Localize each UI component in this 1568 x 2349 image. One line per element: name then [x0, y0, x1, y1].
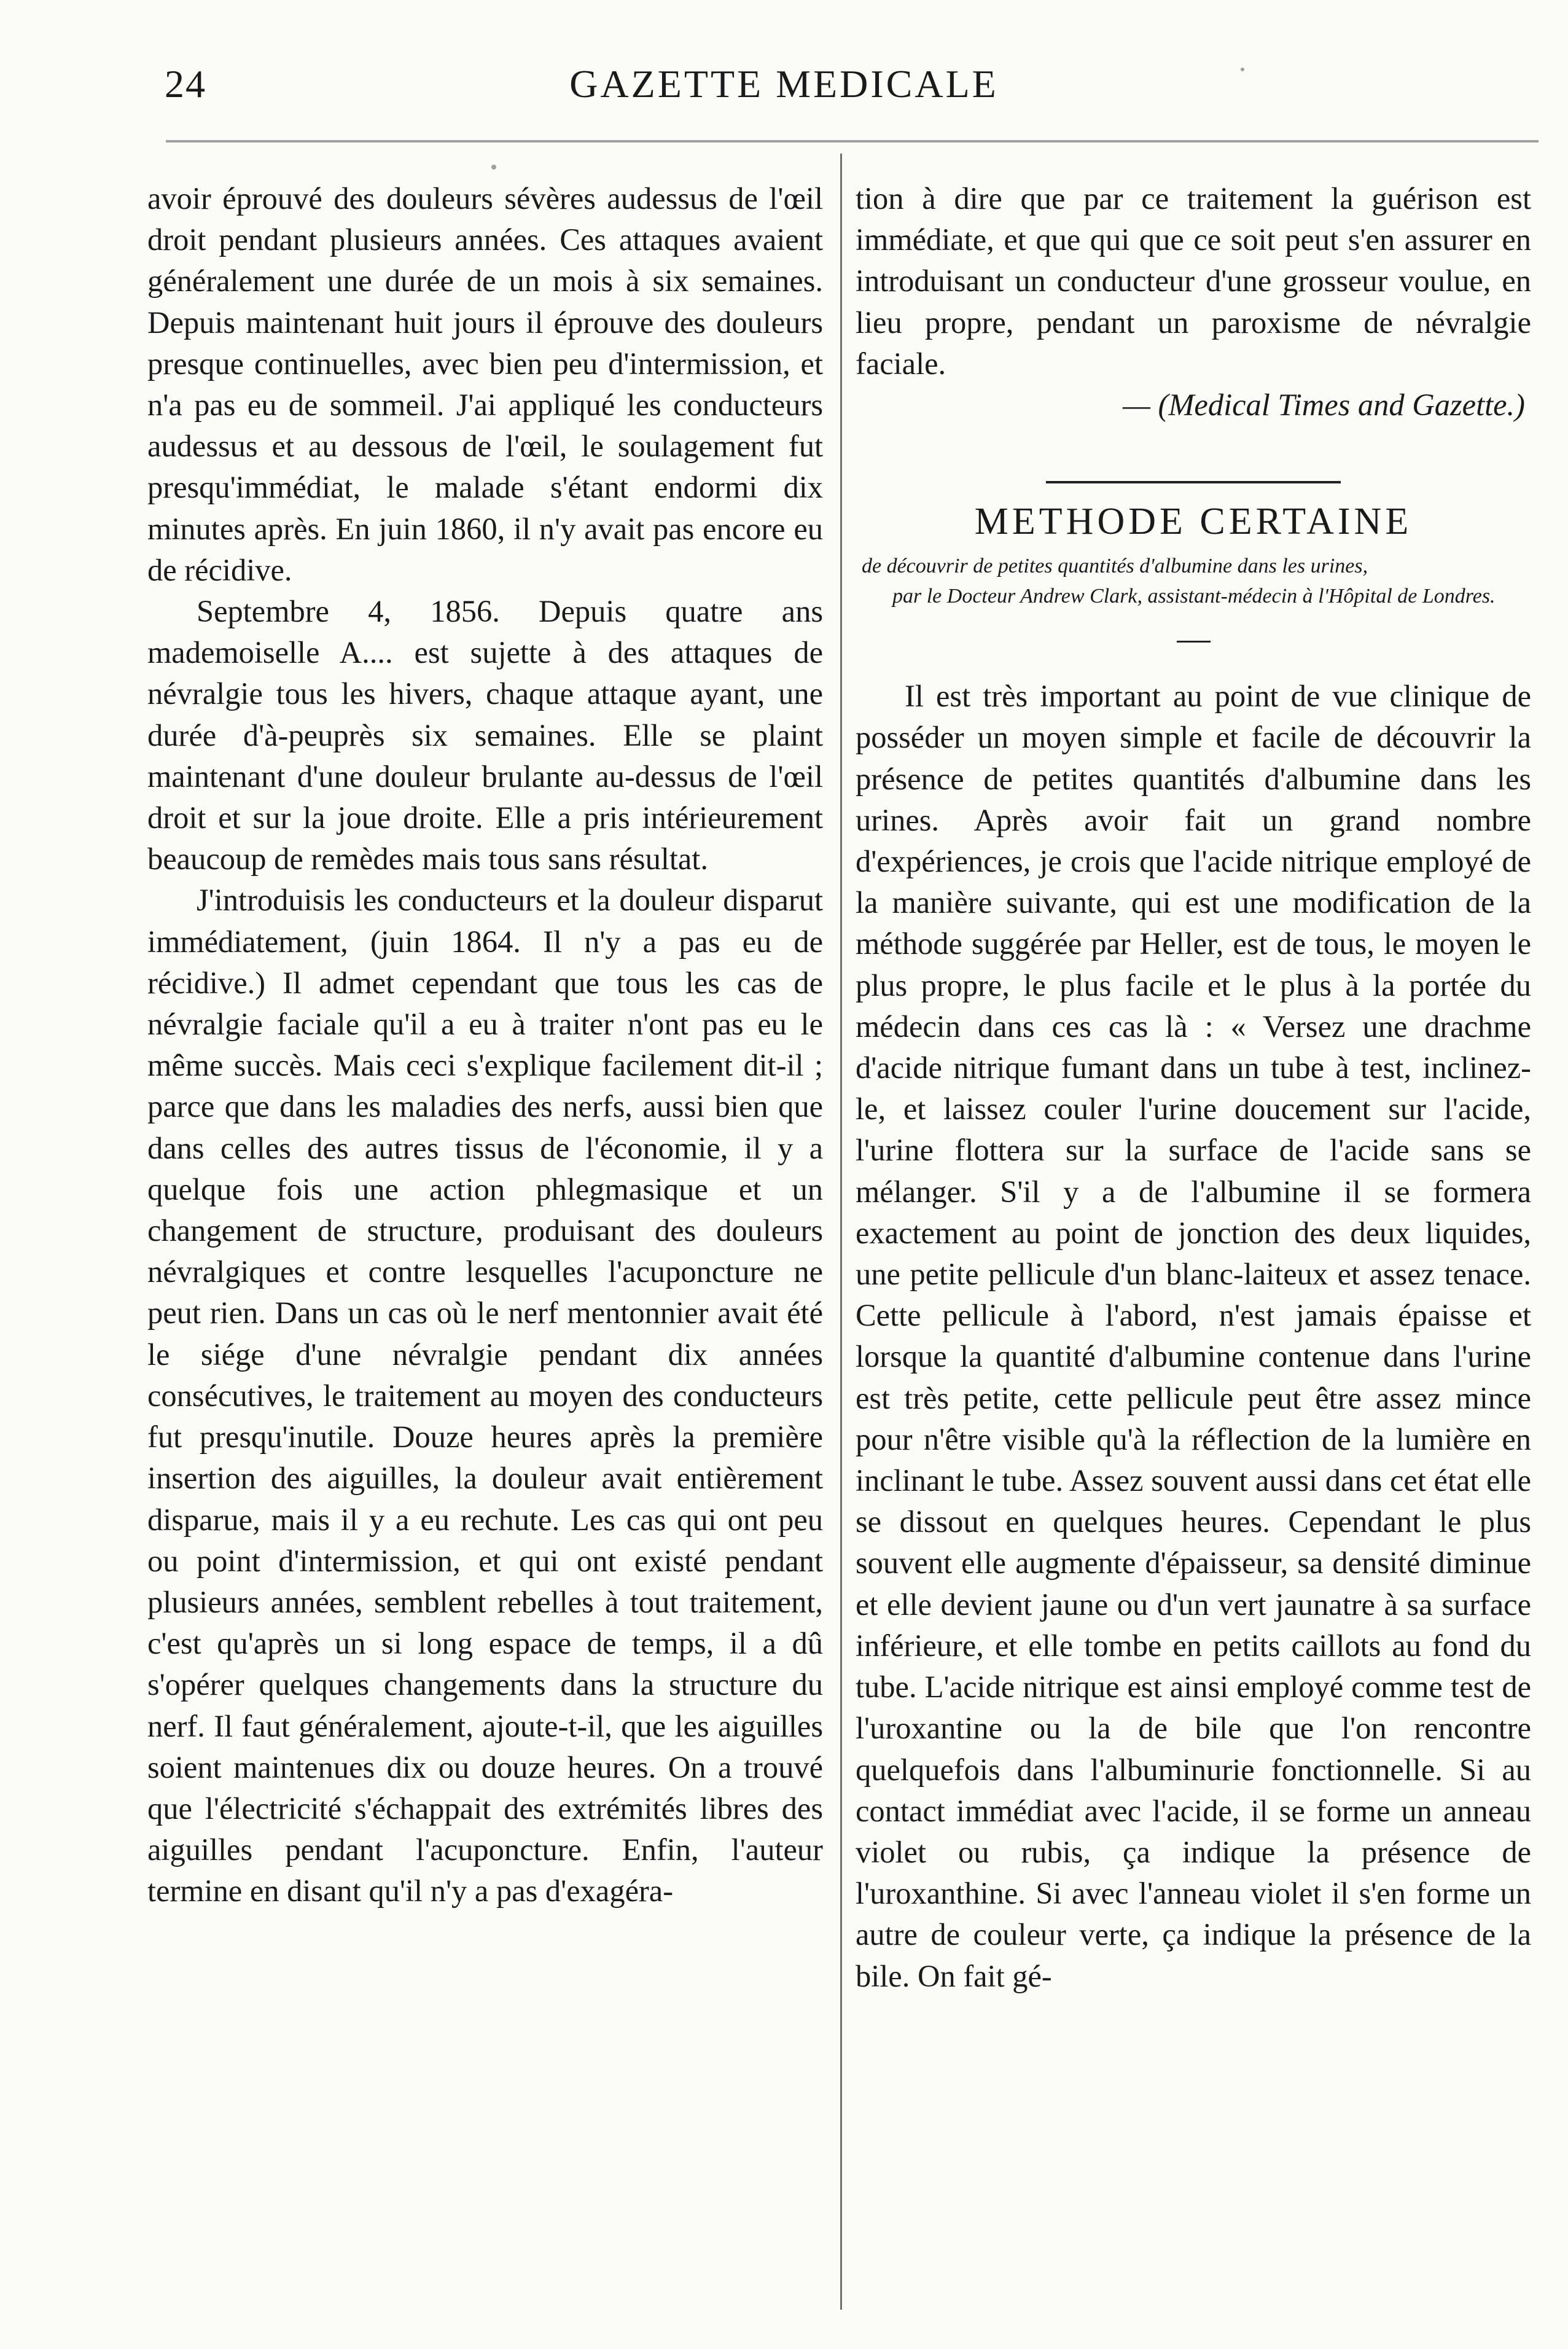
section-title: METHODE CERTAINE	[974, 501, 1413, 543]
paragraph: Septembre 4, 1856. Depuis quatre ans mademoiselle A.... est sujette à des attaques de névralgie tous les hivers, chaque attaque ayant, une durée d'à-peuprès six semaines. Elle se plaint maintenant d'une douleur brulante au-dessus de l'œil droit et sur la joue droite. Elle a pris intérieurement beaucoup de remèdes mais tous sans résultat.	[147, 594, 823, 877]
print-speck	[491, 165, 496, 170]
print-speck	[1241, 68, 1244, 71]
header-rule	[166, 140, 1539, 143]
section-subtitle-line: par le Docteur Andrew Clark, assistant-médecin à l'Hôpital de Londres.	[892, 585, 1496, 608]
section-dash	[1177, 641, 1211, 643]
section-subtitle	[856, 551, 1531, 611]
citation: — (Medical Times and Gazette.)	[1123, 388, 1525, 423]
running-title: GAZETTE MEDICALE	[569, 62, 999, 106]
column-divider	[840, 154, 842, 2310]
page-header	[0, 61, 1568, 135]
paragraph: tion à dire que par ce traitement la guérison est immédiate, et que qui que ce soit peut s'en assurer en introduisant un conducteur d'une grosseur voulue, en lieu propre, pendant un paroxisme de névralgie faciale.	[856, 181, 1531, 381]
section-subtitle-line: de découvrir de petites quantités d'albumine dans les urines,	[862, 555, 1368, 578]
paragraph: J'introduisis les conducteurs et la douleur disparut immédiatement, (juin 1864. Il n'y a pas eu de récidive.) Il admet cependant que tous les cas de névralgie faciale qu'il a eu à traiter n'ont pas eu le même succès. Mais ceci s'explique facilement dit-il ; parce que dans les maladies des nerfs, aussi bien que dans celles des autres tissus de l'économie, il y a quelque fois une action phlegmasique et un changement de structure, produisant des douleurs névralgiques et contre lesquelles l'acuponcture ne peut rien. Dans un cas où le nerf mentonnier avait été le siége d'une névralgie pendant dix années consécutives, le traitement au moyen des conducteurs fut presqu'inutile. Douze heures après la première insertion des aiguilles, la douleur avait entièrement disparue, mais il y a eu rechute. Les cas qui ont peu ou point d'intermission, et qui ont existé pendant plusieurs années, semblent rebelles à tout traitement, c'est qu'après un si long espace de temps, il a dû s'opérer quelques changements dans la structure du nerf. Il faut généralement, ajoute-t-il, que les aiguilles soient maintenues dix ou douze heures. On a trouvé que l'électricité s'échappait des extrémités libres des aiguilles pendant l'acuponcture. Enfin, l'auteur termine en disant qu'il n'y a pas d'exagéra-	[147, 883, 823, 1909]
paragraph: Il est très important au point de vue clinique de posséder un moyen simple et facile de découvrir la présence de petites quantités d'albumine dans les urines. Après avoir fait un grand nombre d'expériences, je crois que l'acide nitrique employé de la manière suivante, qui est une modification de la méthode suggérée par Heller, est de tous, le moyen le plus propre, le plus facile et le plus à la portée du médecin dans ces cas là : « Versez une drachme d'acide nitrique fumant dans un tube à test, inclinez-le, et laissez couler l'urine doucement sur l'acide, l'urine flottera sur la surface de l'acide sans se mélanger. S'il y a de l'albumine il se formera exactement au point de jonction des deux liquides, une petite pellicule d'un blanc-laiteux et assez tenace. Cette pellicule à l'abord, n'est jamais épaisse et lorsque la quantité d'albumine contenue dans l'urine est très petite, cette pellicule peut être assez mince pour n'être visible qu'à la réflection de la lumière en inclinant le tube. Assez souvent aussi dans cet état elle se dissout en quelques heures. Cependant le plus souvent elle augmente d'épaisseur, sa densité diminue et elle devient jaune ou d'un vert jaunatre à sa surface inférieure, et elle tombe en petits caillots au fond du tube. L'acide nitrique est ainsi employé comme test de l'uroxantine ou la de bile que l'on rencontre quelquefois dans l'albuminurie fonctionnelle. Si au contact immédiat avec l'acide, il se forme un anneau violet ou rubis, ça indique la présence de l'uroxanthine. Si avec l'anneau violet il s'en forme un autre de couleur verte, ça indique la présence de la bile. On fait gé-	[856, 679, 1531, 1993]
left-column	[147, 178, 823, 1912]
right-column	[856, 178, 1531, 1997]
page-number: 24	[165, 62, 206, 106]
paragraph: avoir éprouvé des douleurs sévères audessus de l'œil droit pendant plusieurs années. Ces attaques avaient généralement une durée de un mois à six semaines. Depuis maintenant huit jours il éprouve des douleurs presque continuelles, avec bien peu d'intermission, et n'a pas eu de sommeil. J'ai appliqué les conducteurs audessus et au dessous de l'œil, le soulagement fut presqu'immédiat, le malade s'étant endormi dix minutes après. En juin 1860, il n'y avait pas encore eu de récidive.	[147, 181, 823, 587]
section-rule	[1046, 481, 1341, 483]
